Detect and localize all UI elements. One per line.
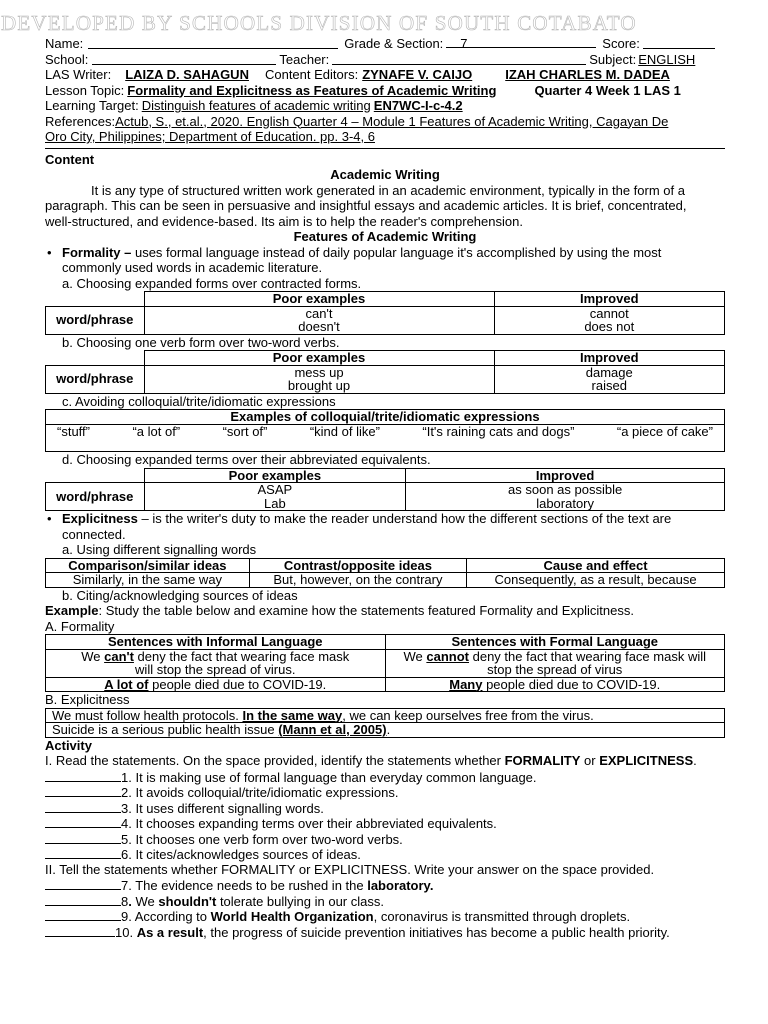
grade-value: 7	[460, 36, 468, 51]
header-divider	[45, 147, 725, 149]
col-improved: Improved	[494, 351, 724, 366]
poor-value: Lab	[264, 495, 286, 511]
citation-keyword: (Mann et al, 2005)	[278, 722, 387, 737]
answer-blank[interactable]	[45, 924, 115, 937]
informal-keyword: A lot of	[104, 676, 149, 692]
informal-sentence-1: We can't deny the fact that wearing face mask will stop the spread of virus.	[46, 649, 386, 677]
example-line	[45, 603, 725, 619]
activity-part-1-instruction: I. Read the statements. On the space provided, identify the statements whether FORMALITY or EXPLICITNESS.	[45, 753, 697, 768]
informal-keyword: can't	[104, 648, 134, 664]
formality-a-label: a. Choosing expanded forms over contracted forms.	[62, 275, 362, 291]
answer-blank[interactable]	[45, 893, 121, 906]
explicit-sentence-2: Suicide is a serious public health issue (Mann et al, 2005).	[46, 723, 725, 738]
target-row	[45, 98, 725, 114]
colloquial-item: “stuff”	[57, 423, 90, 439]
improved-value: raised	[591, 378, 627, 393]
explicitness-bullet	[45, 511, 725, 527]
row-label: word/phrase	[46, 365, 145, 393]
table-signalling-words	[45, 558, 725, 588]
explicitness-definition-2: connected.	[62, 526, 126, 542]
subject-value: ENGLISH	[638, 51, 696, 67]
writer-label: LAS Writer:	[45, 67, 112, 82]
answer-blank[interactable]	[45, 815, 121, 828]
col-improved: Improved	[406, 468, 725, 483]
score-label: Score:	[602, 36, 640, 51]
activity-item: 3. It uses different signalling words.	[45, 800, 725, 816]
col-poor: Poor examples	[144, 468, 406, 483]
answer-blank[interactable]	[45, 784, 121, 797]
aw-paragraph-line-3: well-structured, and evidence-based. Its aim is to help the reader's comprehension.	[45, 213, 523, 229]
refs-label: References:	[45, 113, 116, 129]
explicitness-b-label: b. Citing/acknowledging sources of ideas	[62, 587, 298, 603]
sig-header-comparison: Comparison/similar ideas	[46, 558, 250, 573]
col-improved: Improved	[494, 292, 724, 307]
formality-b-label: b. Choosing one verb form over two-word verbs.	[62, 334, 340, 350]
activity-item: 6. It cites/acknowledges sources of ideas.	[45, 846, 725, 862]
table-explicitness-example	[45, 708, 725, 738]
writer-value: LAIZA D. SAHAGUN	[125, 67, 249, 82]
colloquial-item: “It's raining cats and dogs”	[422, 423, 575, 439]
table-verb-forms	[45, 350, 725, 394]
sig-header-cause: Cause and effect	[467, 558, 725, 573]
sig-value-cause: Consequently, as a result, because	[467, 573, 725, 588]
topic-label: Lesson Topic:	[45, 82, 125, 98]
poor-cell	[144, 483, 406, 511]
formality-term: Formality –	[62, 244, 132, 260]
improved-value: damage	[585, 364, 633, 380]
improved-value: laboratory	[536, 495, 595, 511]
signal-keyword: In the same way	[242, 707, 343, 723]
formality-definition-2: commonly used words in academic literature.	[62, 260, 323, 275]
school-field[interactable]	[92, 52, 276, 65]
activity-item: 9. According to World Health Organization, coronavirus is transmitted through droplets.	[45, 908, 725, 924]
table-abbreviations	[45, 468, 725, 512]
teacher-label: Teacher:	[279, 51, 330, 67]
answer-blank[interactable]	[45, 769, 121, 782]
subject-label: Subject:	[589, 51, 637, 67]
topic-row	[45, 83, 725, 99]
activity-heading: Activity	[45, 737, 92, 753]
aw-paragraph-line-1: It is any type of structured written work generated in an academic environment, typically in the form of a	[91, 182, 685, 198]
division-banner: DEVELOPED BY SCHOOLS DIVISION OF SOUTH COTABATO	[1, 11, 637, 35]
formality-bullet	[45, 245, 725, 261]
explicitness-term: Explicitness	[62, 511, 138, 526]
activity-item: 1. It is making use of formal language than everyday common language.	[45, 769, 725, 785]
activity-item: 10. As a result, the progress of suicide prevention initiatives has become a public health priority.	[45, 924, 725, 940]
colloquial-header: Examples of colloquial/trite/idiomatic expressions	[46, 410, 725, 425]
sig-header-contrast: Contrast/opposite ideas	[249, 558, 466, 573]
poor-cell	[144, 365, 494, 393]
formality-definition: uses formal language instead of daily popular language it's accomplished by using the most	[131, 244, 662, 260]
activity-item: 4. It chooses expanding terms over their abbreviated equivalents.	[45, 815, 725, 831]
answer-blank[interactable]	[45, 877, 121, 890]
score-field[interactable]	[643, 36, 715, 49]
informal-header: Sentences with Informal Language	[46, 635, 386, 650]
formality-d-label: d. Choosing expanded terms over their abbreviated equivalents.	[62, 452, 431, 467]
topic-value: Formality and Explicitness as Features of Academic Writing	[127, 82, 497, 98]
activity-part-2-instruction: II. Tell the statements whether FORMALITY or EXPLICITNESS. Write your answer on the space provided.	[45, 861, 655, 877]
academic-writing-title: Academic Writing	[330, 167, 440, 182]
b-explicitness-label: B. Explicitness	[45, 692, 130, 707]
formal-keyword: Many	[449, 676, 483, 692]
improved-cell	[494, 306, 724, 334]
editors-label: Content Editors:	[264, 67, 359, 82]
sig-value-contrast: But, however, on the contrary	[249, 573, 466, 588]
target-code: EN7WC-I-c-4.2	[373, 98, 463, 113]
colloquial-item: “sort of”	[222, 423, 268, 439]
formal-sentence-2: Many people died due to COVID-19.	[385, 677, 725, 692]
explicitness-a-label: a. Using different signalling words	[62, 542, 257, 557]
row-label: word/phrase	[46, 306, 145, 334]
formal-sentence-1: We cannot deny the fact that wearing face mask will stop the spread of virus	[385, 649, 725, 677]
answer-blank[interactable]	[45, 846, 121, 859]
a-formality-label: A. Formality	[45, 618, 115, 634]
poor-cell	[144, 306, 494, 334]
name-row	[45, 36, 725, 52]
worksheet-page	[1, 10, 725, 940]
teacher-field[interactable]	[332, 52, 586, 65]
name-field[interactable]	[88, 36, 338, 49]
quarter-label: Quarter 4 Week 1 LAS 1	[534, 82, 681, 98]
refs-line-2: Oro City, Philippines; Department of Education. pp. 3-4, 6	[45, 129, 375, 144]
table-formality-example	[45, 634, 725, 692]
activity-item: 5. It chooses one verb form over two-word verbs.	[45, 831, 725, 847]
colloquial-item: “kind of like”	[309, 423, 380, 439]
improved-cell	[494, 365, 724, 393]
example-label: Example	[45, 603, 99, 618]
col-poor: Poor examples	[144, 351, 494, 366]
school-label: School:	[45, 51, 89, 67]
explicit-sentence-1: We must follow health protocols. In the same way, we can keep ourselves free from the virus.	[46, 708, 725, 723]
improved-value: as soon as possible	[508, 482, 623, 497]
target-value: Distinguish features of academic writing	[141, 98, 371, 113]
col-poor: Poor examples	[144, 292, 494, 307]
name-label: Name:	[45, 36, 84, 51]
poor-value: can't	[305, 305, 333, 321]
improved-value: cannot	[589, 305, 629, 321]
grade-label: Grade & Section:	[344, 36, 444, 51]
formal-header: Sentences with Formal Language	[385, 635, 725, 650]
row-label: word/phrase	[46, 483, 145, 511]
aw-paragraph-line-2: paragraph. This can be seen in persuasive and insightful essays and academic articles. It is brief, concentrated,	[45, 198, 687, 213]
table-expanded-forms	[45, 291, 725, 335]
explicitness-definition: – is the writer's duty to make the reader understand how the different sections of the text are	[137, 511, 672, 526]
features-title: Features of Academic Writing	[293, 229, 477, 244]
poor-value: brought up	[287, 378, 351, 393]
improved-value: does not	[584, 319, 635, 334]
example-text: : Study the table below and examine how the statements featured Formality and Explicitness.	[98, 603, 634, 618]
colloquial-item: “a piece of cake”	[616, 423, 713, 439]
answer-blank[interactable]	[45, 908, 121, 921]
writer-row	[45, 67, 725, 83]
colloquial-item: “a lot of”	[132, 423, 181, 439]
target-label: Learning Target:	[45, 98, 139, 113]
improved-cell	[406, 483, 725, 511]
formal-keyword: cannot	[426, 648, 469, 664]
activity-item: 7. The evidence needs to be rushed in the laboratory.	[45, 877, 725, 893]
refs-row	[45, 114, 725, 130]
colloquial-items-cell	[46, 424, 725, 452]
refs-line-1: Actub, S., et.al., 2020. English Quarter 4 – Module 1 Features of Academic Writing, Cagayan De	[115, 113, 669, 129]
poor-value: doesn't	[298, 319, 340, 334]
poor-value: ASAP	[257, 482, 293, 497]
editor-1: ZYNAFE V. CAIJO	[362, 67, 473, 82]
table-colloquial	[45, 409, 725, 452]
grade-field[interactable]	[446, 36, 596, 51]
formality-c-label: c. Avoiding colloquial/trite/idiomatic expressions	[62, 393, 336, 409]
content-heading: Content	[45, 151, 95, 167]
answer-blank[interactable]	[45, 831, 121, 844]
answer-blank[interactable]	[45, 800, 121, 813]
informal-sentence-2: A lot of people died due to COVID-19.	[46, 677, 386, 692]
activity-item: 2. It avoids colloquial/trite/idiomatic expressions.	[45, 784, 725, 800]
poor-value: mess up	[294, 364, 344, 380]
sig-value-comparison: Similarly, in the same way	[46, 573, 250, 588]
school-row	[45, 52, 725, 68]
activity-item: 8. We shouldn't tolerate bullying in our class.	[45, 893, 725, 909]
editor-2: IZAH CHARLES M. DADEA	[505, 67, 670, 82]
